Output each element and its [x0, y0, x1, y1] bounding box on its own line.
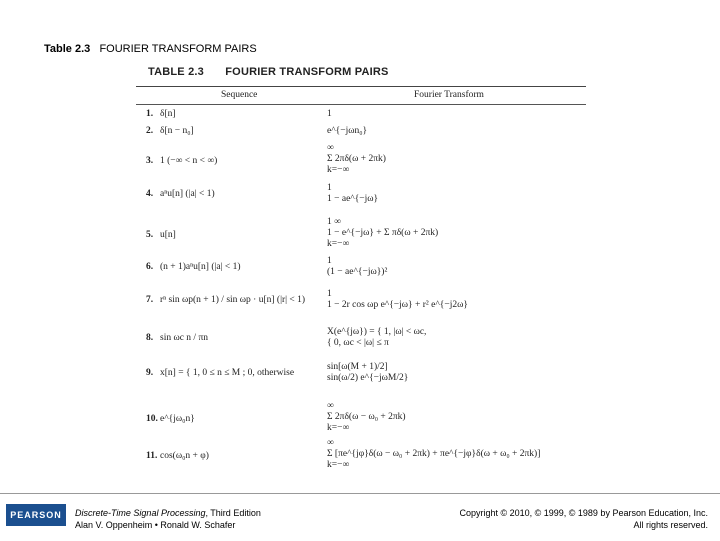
- transform-line: Σ 2πδ(ω + 2πk): [327, 153, 386, 164]
- pearson-logo: PEARSON: [6, 504, 66, 526]
- slide-title-label: Table 2.3: [44, 43, 91, 55]
- row-number: 9.: [146, 368, 154, 378]
- slide-title-text: FOURIER TRANSFORM PAIRS: [99, 43, 257, 55]
- header-fourier-transform: Fourier Transform: [414, 90, 484, 100]
- row-fourier-transform: [327, 256, 387, 278]
- row-sequence: x[n] = { 1, 0 ≤ n ≤ M ; 0, otherwise: [160, 368, 295, 378]
- row-fourier-transform: [327, 183, 378, 205]
- copyright-text: Copyright © 2010, © 1999, © 1989 by Pearson Education, Inc.: [459, 508, 708, 518]
- fourier-table: [136, 66, 586, 479]
- transform-line: 1: [327, 183, 332, 193]
- row-sequence: sin ωc n / πn: [160, 333, 208, 343]
- row-fourier-transform: [327, 109, 332, 120]
- header-sequence: Sequence: [221, 90, 258, 100]
- row-number: 8.: [146, 333, 154, 343]
- transform-line: ∞: [327, 401, 334, 411]
- table-body: [136, 105, 586, 479]
- transform-line: sin(ω/2) e^{−jωM/2}: [327, 372, 409, 383]
- transform-line: ∞: [327, 438, 334, 448]
- transform-line: 1: [327, 109, 332, 119]
- row-sequence: (n + 1)aⁿu[n] (|a| < 1): [160, 262, 241, 272]
- book-title: Discrete-Time Signal Processing: [75, 508, 206, 518]
- transform-line: Σ [πe^{jφ}δ(ω − ω₀ + 2πk) + πe^{−jφ}δ(ω + ω₀ + 2πk)]: [327, 448, 541, 459]
- transform-line: 1: [327, 256, 332, 266]
- transform-line: 1: [327, 289, 332, 299]
- transform-line: k=−∞: [327, 459, 350, 470]
- transform-line: (1 − ae^{−jω})²: [327, 266, 388, 277]
- rights-text: All rights reserved.: [633, 520, 708, 530]
- slide-footer: [0, 493, 720, 541]
- row-fourier-transform: [327, 289, 468, 311]
- row-fourier-transform: [327, 438, 540, 471]
- transform-line: Σ 2πδ(ω − ω₀ + 2πk): [327, 411, 406, 422]
- row-number: 6.: [146, 262, 154, 272]
- row-fourier-transform: [327, 126, 367, 137]
- row-fourier-transform: [327, 143, 386, 176]
- row-number: 1.: [146, 109, 154, 119]
- row-sequence: aⁿu[n] (|a| < 1): [160, 189, 215, 199]
- transform-line: k=−∞: [327, 238, 350, 249]
- row-number: 2.: [146, 126, 154, 136]
- table-header: [136, 87, 586, 104]
- slide-title: [44, 43, 257, 55]
- transform-line: k=−∞: [327, 422, 350, 433]
- row-fourier-transform: [327, 401, 406, 434]
- transform-line: 1 − e^{−jω} + Σ πδ(ω + 2πk): [327, 227, 439, 238]
- row-number: 10.: [146, 414, 158, 424]
- transform-line: ∞: [327, 143, 334, 153]
- row-number: 4.: [146, 189, 154, 199]
- transform-line: k=−∞: [327, 164, 350, 175]
- transform-line: 1 ∞: [327, 217, 341, 227]
- book-citation: [75, 507, 261, 531]
- table-caption-title: FOURIER TRANSFORM PAIRS: [225, 66, 389, 78]
- row-sequence: e^{jω₀n}: [160, 414, 195, 424]
- transform-line: { 0, ωc < |ω| ≤ π: [327, 337, 389, 348]
- row-fourier-transform: [327, 362, 408, 384]
- copyright-notice: [459, 507, 708, 531]
- row-fourier-transform: [327, 327, 426, 349]
- row-sequence: 1 (−∞ < n < ∞): [160, 156, 218, 166]
- book-edition: , Third Edition: [205, 508, 261, 518]
- transform-line: e^{−jωn₀}: [327, 126, 368, 136]
- transform-line: 1 − ae^{−jω}: [327, 193, 379, 204]
- row-sequence: rⁿ sin ωp(n + 1) / sin ωp · u[n] (|r| < 1): [160, 295, 306, 305]
- table-caption: [148, 66, 586, 86]
- table-caption-label: TABLE 2.3: [148, 66, 204, 78]
- row-number: 5.: [146, 230, 154, 240]
- transform-line: 1 − 2r cos ωp e^{−jω} + r² e^{−j2ω}: [327, 299, 468, 310]
- book-authors: Alan V. Oppenheim • Ronald W. Schafer: [75, 520, 236, 530]
- transform-line: sin[ω(M + 1)/2]: [327, 362, 388, 372]
- transform-line: X(e^{jω}) = { 1, |ω| < ωc,: [327, 327, 427, 337]
- row-number: 3.: [146, 156, 154, 166]
- row-sequence: u[n]: [160, 230, 176, 240]
- row-sequence: cos(ω₀n + φ): [160, 451, 209, 461]
- row-number: 11.: [146, 451, 158, 461]
- row-sequence: δ[n − n₀]: [160, 126, 194, 136]
- row-sequence: δ[n]: [160, 109, 176, 119]
- row-fourier-transform: [327, 217, 438, 250]
- row-number: 7.: [146, 295, 154, 305]
